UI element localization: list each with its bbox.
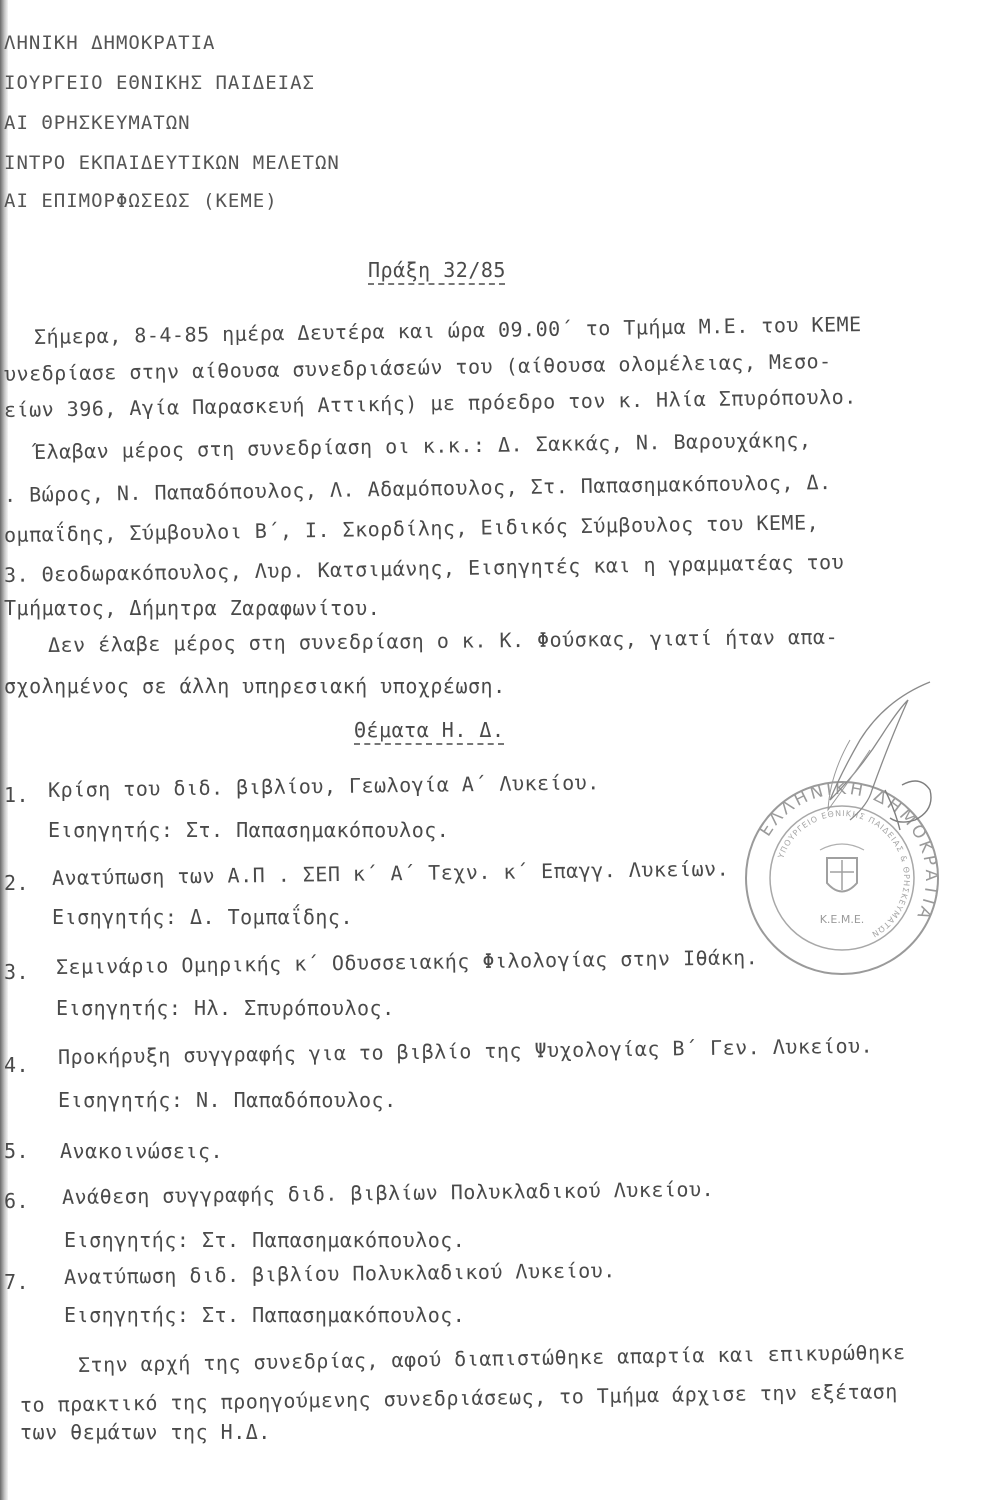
agenda-item-7-text: Ανατύπωση διδ. βιβλίου Πολυκλαδικού Λυκείου. [63,1258,616,1289]
agenda-item-2-reporter-text: Εισηγητής: Δ. Τομπαΐδης. [52,905,353,929]
intro-line-3: είων 396, Αγία Παρασκευή Αττικής) με πρόεδρο τον κ. Ηλία Σπυρόπουλο. [3,384,857,422]
intro-line-5: . Βώρος, Ν. Παπαδόπουλος, Λ. Αδαμόπουλος, Στ. Παπασημακόπουλος, Δ. [3,470,832,507]
agenda-item-1-text: Κρίση του διδ. βιβλίου, Γεωλογία Α΄ Λυκείου. [47,770,600,802]
agenda-item-4-reporter: Εισηγητής: Ν. Παπαδόπουλος. [58,1088,397,1112]
stamp-inner-text: ΥΠΟΥΡΓΕΙΟ ΕΘΝΙΚΗΣ ΠΑΙΔΕΙΑΣ & ΘΡΗΣΚΕΥΜΑΤΩΝ [776,808,912,940]
stamp-emblem-icon [820,844,864,892]
intro-line-2: υνεδρίασε στην αίθουσα συνεδριάσεών του (αίθουσα ολομέλειας, Μεσο- [3,349,832,386]
stamp-bottom-text: Κ.Ε.Μ.Ε. [819,913,865,926]
agenda-item-2-number: 2. [4,871,30,895]
intro-line-9: Δεν έλαβε μέρος στη συνεδρίαση ο κ. Κ. Φούσκας, γιατί ήταν απα- [47,624,839,657]
agenda-title: Θέματα Η. Δ. [354,718,505,742]
agenda-item-4-text: Προκήρυξη συγγραφής για το βιβλίο της Ψυχολογίας Β΄ Γεν. Λυκείου. [57,1033,874,1069]
agenda-item-5-number: 5. [4,1139,30,1163]
stamp-outer-text: ΕΛΛΗΝΙΚΗ ΔΗΜΟΚΡΑΤΙΑ [755,778,942,925]
agenda-item-3-reporter: Εισηγητής: Ηλ. Σπυρόπουλος. [56,996,395,1020]
header-line-1: ΛΗΝΙΚΗ ΔΗΜΟΚΡΑΤΙΑ [4,32,216,54]
header-line-3: ΑΙ ΘΡΗΣΚΕΥΜΑΤΩΝ [4,112,191,134]
agenda-item-3-number: 3. [4,960,30,984]
agenda-item-7-reporter: Εισηγητής: Στ. Παπασημακόπουλος. [64,1303,466,1327]
agenda-item-1-number: 1. [4,783,30,807]
closing-line-2: το πρακτικό της προηγούμενης συνεδριάσεως, το Τμήμα άρχισε την εξέταση [19,1379,898,1417]
intro-line-6: ομπαΐδης, Σύμβουλοι Β΄, Ι. Σκορδίλης, Ειδικός Σύμβουλος του ΚΕΜΕ, [3,510,820,547]
agenda-item-6-reporter: Εισηγητής: Στ. Παπασημακόπουλος. [64,1228,466,1252]
agenda-item-7-number: 7. [4,1270,30,1294]
agenda-item-6-number: 6. [4,1189,30,1213]
agenda-item-1-reporter: Εισηγητής: Στ. Παπασημακόπουλος. [48,818,450,842]
agenda-item-4-number: 4. [4,1053,30,1077]
agenda-item-2-text: Ανατύπωση των Α.Π . ΣΕΠ κ΄ Α΄ Τεχν. κ΄ Επαγγ. Λυκείων. [51,856,730,890]
intro-line-8: Τμήματος, Δήμητρα Ζαραφωνίτου. [4,596,381,620]
closing-line-3: των θεμάτων της Η.Δ. [20,1420,271,1444]
closing-line-1: Στην αρχή της συνεδρίας, αφού διαπιστώθηκε απαρτία και επικυρώθηκε [77,1340,906,1377]
intro-line-10: σχολημένος σε άλλη υπηρεσιακή υποχρέωση. [4,674,506,698]
agenda-item-5-text: Ανακοινώσεις. [60,1139,224,1163]
agenda-item-3-text: Σεμινάριο Ομηρικής κ΄ Οδυσσειακής Φιλολογίας στην Ιθάκη. [55,945,759,979]
intro-line-7: 3. Θεοδωρακόπουλος, Λυρ. Κατσιμάνης, Εισηγητές και η γραμματέας του [3,549,845,587]
header-line-4: ΙΝΤΡΟ ΕΚΠΑΙΔΕΥΤΙΚΩΝ ΜΕΛΕΤΩΝ [4,152,340,174]
agenda-item-6-text: Ανάθεση συγγραφής διδ. βιβλίων Πολυκλαδικού Λυκείου. [61,1177,715,1209]
intro-line-4: Έλαβαν μέρος στη συνεδρίαση οι κ.κ.: Δ. Σακκάς, Ν. Βαρουχάκης, [33,427,812,464]
handwritten-signature [790,680,940,840]
document-title: Πράξη 32/85 [368,258,506,282]
header-line-5: ΑΙ ΕΠΙΜΟΡΦΩΣΕΩΣ (ΚΕΜΕ) [4,190,278,212]
header-line-2: ΙΟΥΡΓΕΙΟ ΕΘΝΙΚΗΣ ΠΑΙΔΕΙΑΣ [4,72,315,94]
intro-line-1: Σήμερα, 8-4-85 ημέρα Δευτέρα και ώρα 09.00΄ το Τμήμα Μ.Ε. του ΚΕΜΕ [33,312,862,349]
